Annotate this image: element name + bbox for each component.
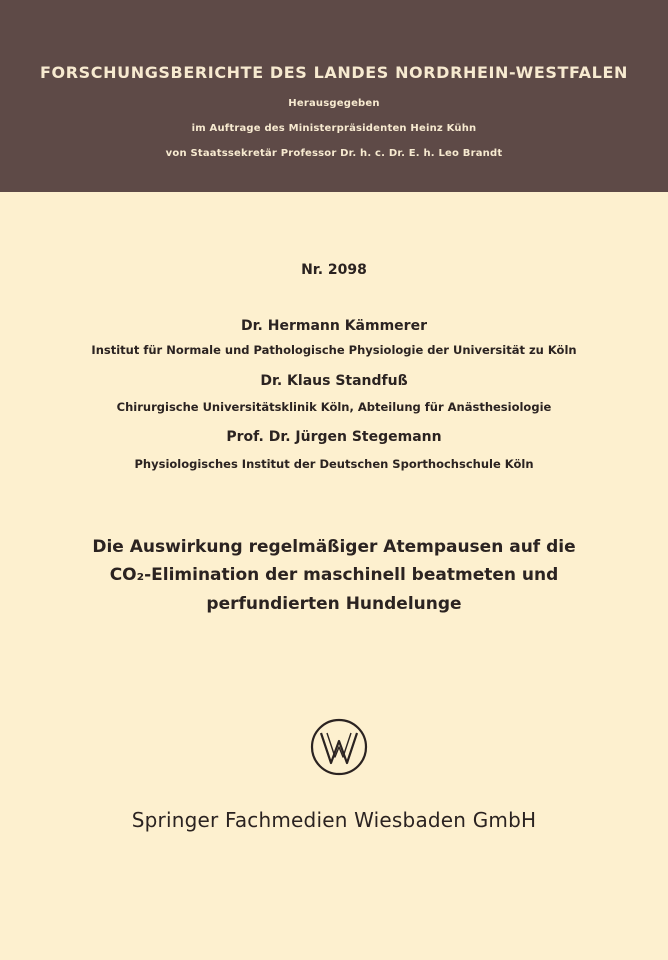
edited-by: Herausgegeben	[288, 98, 380, 109]
secretary-line: von Staatssekretär Professor Dr. h. c. Dr. E. h. Leo Brandt	[165, 148, 503, 159]
author-affiliation: Chirurgische Universitätsklinik Köln, Abteilung für Anästhesiologie	[116, 400, 552, 414]
author-name: Dr. Klaus Standfuß	[260, 373, 408, 389]
report-number: Nr. 2098	[301, 262, 367, 278]
book-title-line: perfundierten Hundelunge	[206, 594, 462, 614]
author-affiliation: Institut für Normale und Pathologische Physiologie der Universität zu Köln	[91, 343, 577, 357]
author-name: Dr. Hermann Kämmerer	[241, 318, 427, 334]
series-title: FORSCHUNGSBERICHTE DES LANDES NORDRHEIN-WESTFALEN	[40, 63, 628, 82]
publisher-name: Springer Fachmedien Wiesbaden GmbH	[131, 808, 537, 832]
commission-line: im Auftrage des Ministerpräsidenten Heinz Kühn	[191, 123, 477, 134]
author-name: Prof. Dr. Jürgen Stegemann	[226, 429, 442, 445]
book-title-line: CO₂-Elimination der maschinell beatmeten und	[109, 565, 559, 585]
book-title-line: Die Auswirkung regelmäßiger Atempausen auf die	[92, 537, 576, 557]
springer-vw-logo-icon	[309, 717, 369, 777]
header-band	[0, 0, 668, 192]
author-affiliation: Physiologisches Institut der Deutschen Sporthochschule Köln	[134, 457, 534, 471]
